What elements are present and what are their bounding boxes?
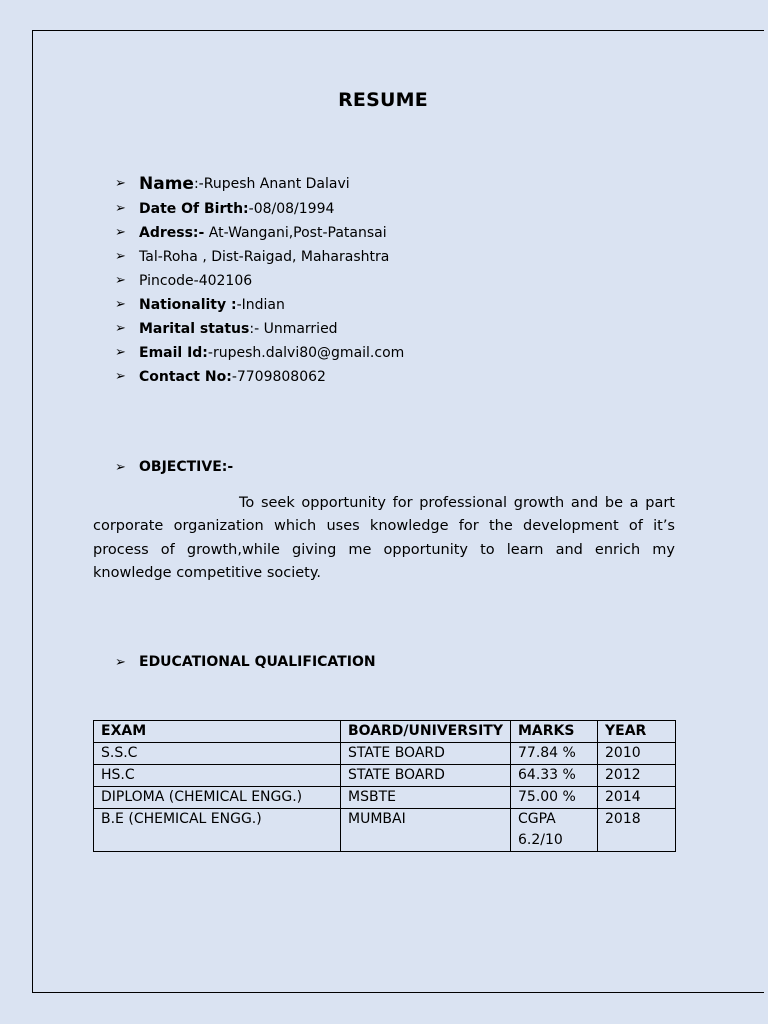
education-heading <box>115 654 376 670</box>
list-item <box>115 365 404 389</box>
arrow-bullet-icon: ➢ <box>115 176 126 191</box>
cell-marks: 77.84 % <box>511 743 598 765</box>
detail-value: :-Rupesh Anant Dalavi <box>193 176 350 192</box>
list-item <box>115 171 404 197</box>
cell-marks: 64.33 % <box>511 765 598 787</box>
resume-title: RESUME <box>338 89 428 111</box>
arrow-bullet-icon: ➢ <box>115 321 126 336</box>
detail-value: -rupesh.dalvi80@gmail.com <box>207 345 405 361</box>
cell-board: STATE BOARD <box>341 743 511 765</box>
list-item <box>115 293 404 317</box>
detail-value: Tal-Roha , Dist-Raigad, Maharashtra <box>139 249 390 265</box>
detail-label: Email Id: <box>139 345 208 361</box>
detail-label: Marital status <box>139 321 250 337</box>
arrow-bullet-icon: ➢ <box>115 225 126 240</box>
detail-value: -7709808062 <box>231 369 326 385</box>
list-item <box>115 317 404 341</box>
detail-value: :- Unmarried <box>249 321 338 337</box>
list-item <box>115 341 404 365</box>
detail-label: Name <box>139 174 194 194</box>
cell-year: 2010 <box>598 743 676 765</box>
detail-value: -Indian <box>236 297 285 313</box>
arrow-bullet-icon: ➢ <box>115 654 126 670</box>
cell-exam: HS.C <box>94 765 341 787</box>
detail-label: Nationality : <box>139 297 237 313</box>
detail-value: -08/08/1994 <box>248 201 335 217</box>
objective-paragraph <box>93 492 675 585</box>
objective-heading <box>115 459 233 475</box>
arrow-bullet-icon: ➢ <box>115 297 126 312</box>
list-item <box>115 269 404 293</box>
cell-board: MUMBAI <box>341 809 511 852</box>
detail-label: Adress:- <box>139 225 205 241</box>
objective-heading-label: OBJECTIVE:- <box>139 459 234 475</box>
detail-value: At-Wangani,Post-Patansai <box>204 225 387 241</box>
column-header-exam: EXAM <box>94 721 341 743</box>
table-row <box>94 743 676 765</box>
cell-year: 2018 <box>598 809 676 852</box>
personal-details-list <box>115 171 404 389</box>
detail-label: Contact No: <box>139 369 232 385</box>
arrow-bullet-icon: ➢ <box>115 201 126 216</box>
cell-exam: S.S.C <box>94 743 341 765</box>
table-header-row <box>94 721 676 743</box>
list-item <box>115 221 404 245</box>
list-item <box>115 197 404 221</box>
table-row <box>94 765 676 787</box>
arrow-bullet-icon: ➢ <box>115 249 126 264</box>
table-row <box>94 787 676 809</box>
arrow-bullet-icon: ➢ <box>115 273 126 288</box>
education-heading-label: EDUCATIONAL QUALIFICATION <box>139 654 376 670</box>
objective-text: To seek opportunity for professional growth and be a part corporate organization which uses knowledge for the development of it’s process of growth,while giving me opportunity to learn and enrich my knowledge competitive society. <box>93 495 675 581</box>
cell-marks: 75.00 % <box>511 787 598 809</box>
column-header-board: BOARD/UNIVERSITY <box>341 721 511 743</box>
cell-board: STATE BOARD <box>341 765 511 787</box>
column-header-year: YEAR <box>598 721 676 743</box>
list-item <box>115 245 404 269</box>
column-header-marks: MARKS <box>511 721 598 743</box>
education-table <box>93 720 676 852</box>
arrow-bullet-icon: ➢ <box>115 459 126 475</box>
cell-year: 2012 <box>598 765 676 787</box>
cell-exam: B.E (CHEMICAL ENGG.) <box>94 809 341 852</box>
detail-value: Pincode-402106 <box>139 273 253 289</box>
detail-label: Date Of Birth: <box>139 201 249 217</box>
arrow-bullet-icon: ➢ <box>115 345 126 360</box>
resume-page <box>32 30 764 993</box>
cell-exam: DIPLOMA (CHEMICAL ENGG.) <box>94 787 341 809</box>
cell-marks: CGPA 6.2/10 <box>511 809 598 852</box>
arrow-bullet-icon: ➢ <box>115 369 126 384</box>
table-row <box>94 809 676 852</box>
cell-year: 2014 <box>598 787 676 809</box>
cell-board: MSBTE <box>341 787 511 809</box>
